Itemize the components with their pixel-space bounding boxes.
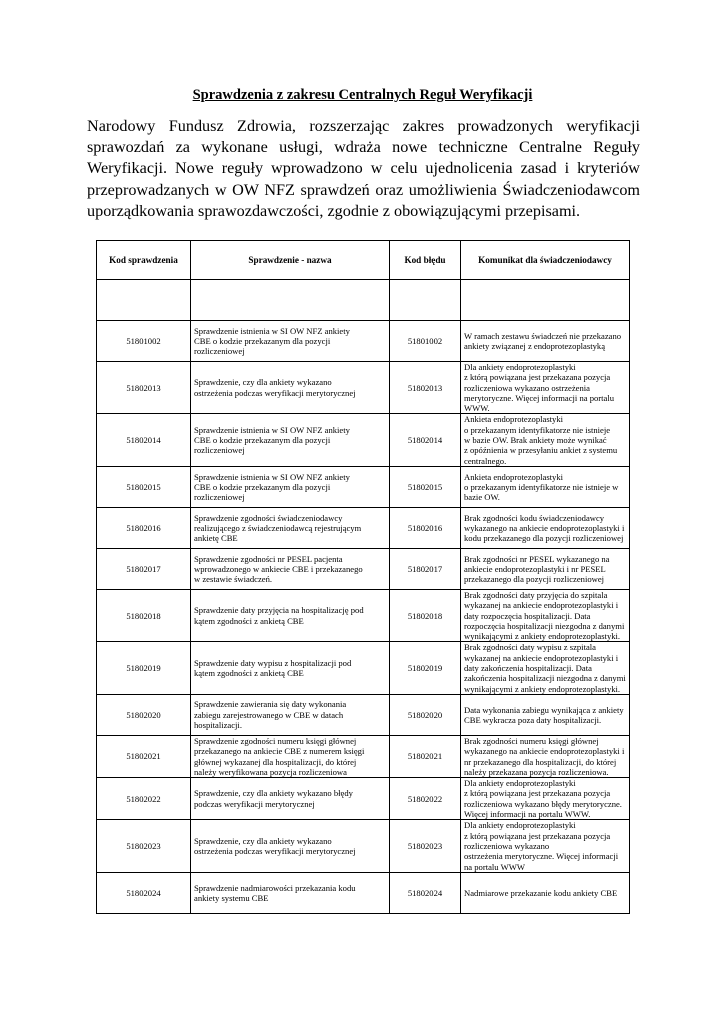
cell-check-name: Sprawdzenie, czy dla ankiety wykazano ostrzeżenia podczas weryfikacji merytorycznej (191, 362, 390, 414)
cell-message: Dla ankiety endoprotezoplastyki z którą powiązana jest przekazana pozycja rozliczeniowa wykazano ostrzeżenia merytoryczne. Więcej informacji na portalu WWW (461, 820, 630, 872)
cell-error-code: 51801002 (390, 321, 461, 362)
cell-message: Brak zgodności daty przyjęcia do szpitala wykazanej na ankiecie endoprotezoplastyki i daty rozpoczęcia hospitalizacji. Data rozpoczęcia hospitalizacji niezgodna z danymi wynikającymi z ankiety endoprotezoplastyki. (461, 589, 630, 641)
spacer-cell (390, 280, 461, 321)
table-row (97, 548, 630, 589)
cell-error-code: 51802014 (390, 414, 461, 466)
cell-check-name: Sprawdzenie daty wypisu z hospitalizacji pod kątem zgodności z ankietą CBE (191, 642, 390, 694)
cell-check-name: Sprawdzenie istnienia w SI OW NFZ ankiety CBE o kodzie przekazanym dla pozycji rozliczeniowej (191, 414, 390, 466)
cell-message: Brak zgodności daty wypisu z szpitala wykazanej na ankiecie endoprotezoplastyki i daty zakończenia hospitalizacji. Data zakończenia hospitalizacji niezgodna z danymi wynikającymi z ankiety endoprotezoplastyki. (461, 642, 630, 694)
cell-check-code: 51802016 (97, 507, 191, 548)
table-header-row (97, 241, 630, 280)
cell-message: Ankieta endoprotezoplastyki o przekazanym identyfikatorze nie istnieje w bazie OW. Brak ankiety może wynikać z opóźnienia w przesyłaniu ankiet z systemu centralnego. (461, 414, 630, 466)
header-check-code: Kod sprawdzenia (97, 241, 191, 280)
cell-check-code: 51802013 (97, 362, 191, 414)
cell-check-code: 51802019 (97, 642, 191, 694)
header-message: Komunikat dla świadczeniodawcy (461, 241, 630, 280)
cell-message: Brak zgodności nr PESEL wykazanego na ankiecie endoprotezoplastyki i nr PESEL przekazanego dla pozycji rozliczeniowej (461, 548, 630, 589)
cell-message: Ankieta endoprotezoplastyki o przekazanym identyfikatorze nie istnieje w bazie OW. (461, 466, 630, 507)
cell-message: Data wykonania zabiegu wynikająca z ankiety CBE wykracza poza daty hospitalizacji. (461, 694, 630, 735)
cell-check-name: Sprawdzenie zgodności nr PESEL pacjenta wprowadzonego w ankiecie CBE i przekazanego w zestawie świadczeń. (191, 548, 390, 589)
table-spacer-row (97, 280, 630, 321)
header-error-code: Kod błędu (390, 241, 461, 280)
table-row (97, 589, 630, 641)
cell-check-name: Sprawdzenie istnienia w SI OW NFZ ankiety CBE o kodzie przekazanym dla pozycji rozliczeniowej (191, 466, 390, 507)
cell-check-code: 51802022 (97, 778, 191, 820)
cell-error-code: 51802015 (390, 466, 461, 507)
cell-message: Dla ankiety endoprotezoplastyki z którą powiązana jest przekazana pozycja rozliczeniowa wykazano błędy merytoryczne. Więcej informacji na portalu WWW. (461, 778, 630, 820)
spacer-cell (191, 280, 390, 321)
cell-check-name: Sprawdzenie zgodności świadczeniodawcy realizującego z świadczeniodawcą rejestrującym ankietę CBE (191, 507, 390, 548)
document-title: Sprawdzenia z zakresu Centralnych Reguł Weryfikacji (192, 87, 533, 103)
cell-check-code: 51802017 (97, 548, 191, 589)
cell-check-name: Sprawdzenie zawierania się daty wykonania zabiegu zarejestrowanego w CBE w datach hospitalizacji. (191, 694, 390, 735)
cell-check-name: Sprawdzenie istnienia w SI OW NFZ ankiety CBE o kodzie przekazanym dla pozycji rozliczeniowej (191, 321, 390, 362)
cell-error-code: 51802024 (390, 872, 461, 913)
cell-message: Brak zgodności numeru księgi głównej wykazanego na ankiecie endoprotezoplastyki i nr przekazanego dla hospitalizacji, do której należy przekazana pozycja rozliczeniowa. (461, 735, 630, 777)
cell-error-code: 51802017 (390, 548, 461, 589)
cell-check-code: 51802018 (97, 589, 191, 641)
verification-rules-table (96, 240, 630, 914)
cell-error-code: 51802018 (390, 589, 461, 641)
cell-message: W ramach zestawu świadczeń nie przekazano ankiety związanej z endoprotezoplastyką (461, 321, 630, 362)
cell-error-code: 51802021 (390, 735, 461, 777)
spacer-cell (461, 280, 630, 321)
cell-error-code: 51802022 (390, 778, 461, 820)
cell-check-name: Sprawdzenie daty przyjęcia na hospitalizację pod kątem zgodności z ankietą CBE (191, 589, 390, 641)
cell-error-code: 51802023 (390, 820, 461, 872)
cell-message: Brak zgodności kodu świadczeniodawcy wykazanego na ankiecie endoprotezoplastyki i kodu przekazanego dla pozycji rozliczeniowej (461, 507, 630, 548)
cell-check-code: 51802014 (97, 414, 191, 466)
cell-message: Nadmiarowe przekazanie kodu ankiety CBE (461, 872, 630, 913)
cell-check-name: Sprawdzenie zgodności numeru księgi głównej przekazanego na ankiecie CBE z numerem księgi głównej wykazanej dla hospitalizacji, do której należy weryfikowana pozycja rozliczeniowa (191, 735, 390, 777)
table-row (97, 820, 630, 872)
table-row (97, 414, 630, 466)
table-row (97, 778, 630, 820)
cell-check-name: Sprawdzenie, czy dla ankiety wykazano błędy podczas weryfikacji merytorycznej (191, 778, 390, 820)
table-row (97, 872, 630, 913)
spacer-cell (97, 280, 191, 321)
cell-check-name: Sprawdzenie nadmiarowości przekazania kodu ankiety systemu CBE (191, 872, 390, 913)
header-check-name: Sprawdzenie - nazwa (191, 241, 390, 280)
cell-check-code: 51802023 (97, 820, 191, 872)
cell-message: Dla ankiety endoprotezoplastyki z którą powiązana jest przekazana pozycja rozliczeniowa wykazano ostrzeżenia merytoryczne. Więcej informacji na portalu WWW. (461, 362, 630, 414)
table-row (97, 694, 630, 735)
table-row (97, 735, 630, 777)
cell-check-code: 51802021 (97, 735, 191, 777)
cell-error-code: 51802013 (390, 362, 461, 414)
cell-error-code: 51802019 (390, 642, 461, 694)
intro-paragraph: Narodowy Fundusz Zdrowia, rozszerzając zakres prowadzonych weryfikacji sprawozdań za wykonane usługi, wdraża nowe techniczne Centralne Reguły Weryfikacji. Nowe reguły wprowadzono w celu ujednolicenia zasad i kryteriów przeprowadzanych w OW NFZ sprawdzeń oraz umożliwienia Świadczeniodawcom uporządkowania sprawozdawczości, zgodnie z obowiązującymi przepisami. (87, 117, 640, 220)
table-row (97, 642, 630, 694)
cell-check-code: 51802024 (97, 872, 191, 913)
table-row (97, 507, 630, 548)
cell-error-code: 51802020 (390, 694, 461, 735)
table-body (97, 280, 630, 914)
table-row (97, 362, 630, 414)
cell-check-code: 51801002 (97, 321, 191, 362)
table-row (97, 321, 630, 362)
cell-check-code: 51802015 (97, 466, 191, 507)
cell-check-code: 51802020 (97, 694, 191, 735)
table-row (97, 466, 630, 507)
cell-error-code: 51802016 (390, 507, 461, 548)
cell-check-name: Sprawdzenie, czy dla ankiety wykazano ostrzeżenia podczas weryfikacji merytorycznej (191, 820, 390, 872)
